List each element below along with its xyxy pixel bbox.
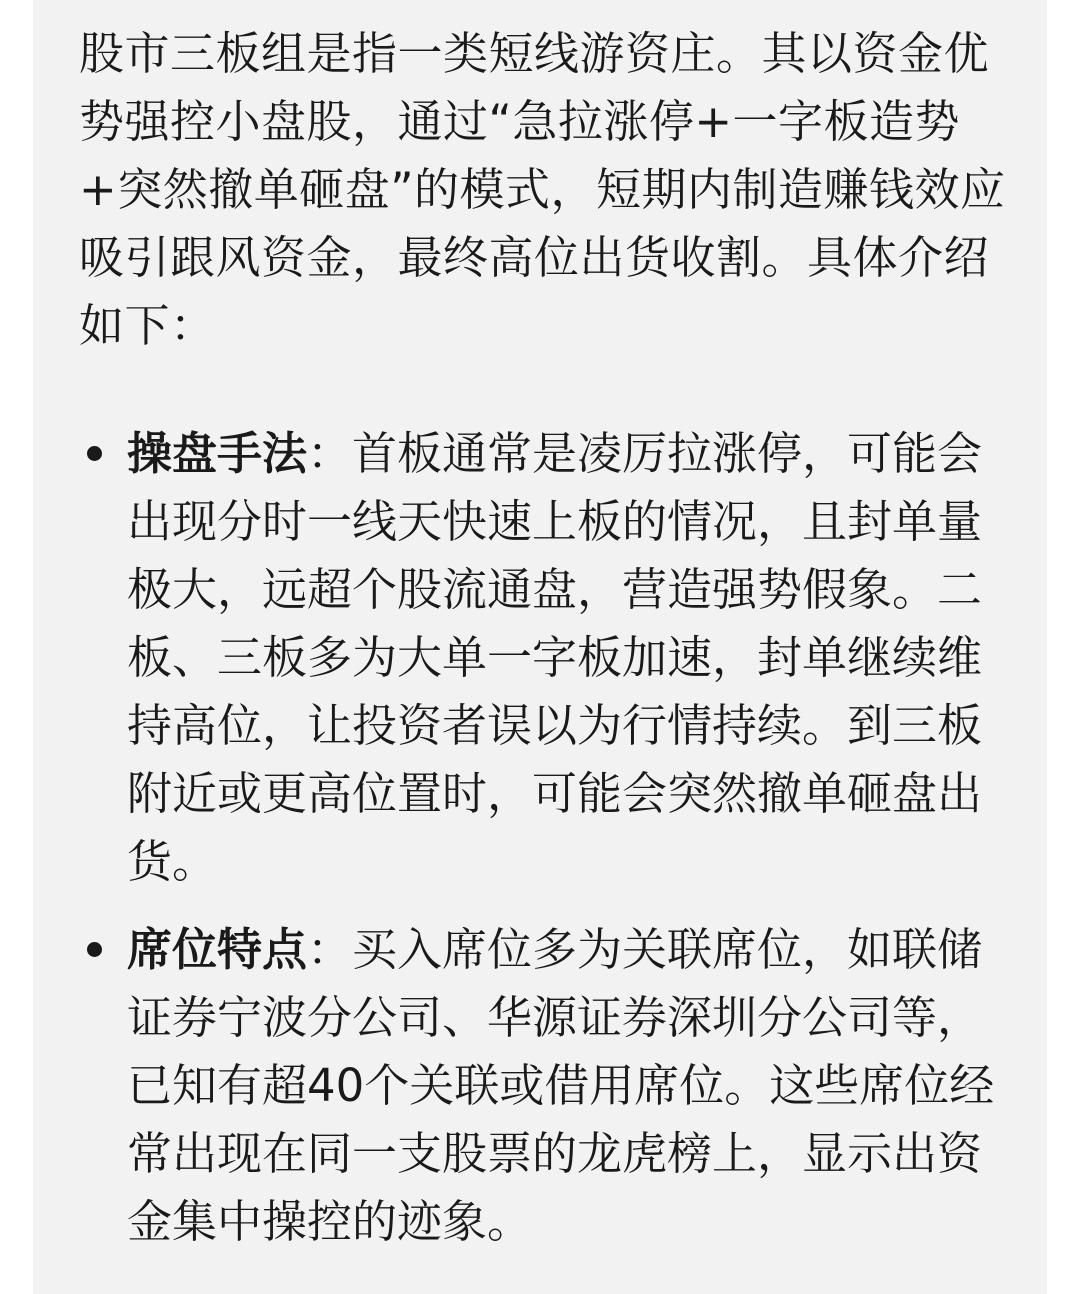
item-term: 席位特点 xyxy=(127,923,308,976)
intro-paragraph: 股市三板组是指一类短线游资庄。其以资金优势强控小盘股，通过“急拉涨停+一字板造势+突然撤单砸盘”的模式，短期内制造赚钱效应吸引跟风资金，最终高位出货收割。具体介绍如下： xyxy=(79,27,1006,352)
item-text: 买入席位多为关联席位，如联储证券宁波分公司、华源证券深圳分公司等，已知有超40个关联或借用席位。这些席位经常出现在同一支股票的龙虎榜上，显示出资金集中操控的迹象。 xyxy=(127,923,995,1248)
item-text: 首板通常是凌厉拉涨停，可能会出现分时一线天快速上板的情况，且封单量极大，远超个股流通盘，营造强势假象。二板、三板多为大单一字板加速，封单继续维持高位，让投资者误以为行情持续。到三板附近或更高位置时，可能会突然撤单砸盘出货。 xyxy=(127,427,983,888)
item-term: 操盘手法 xyxy=(127,427,308,480)
bullet-list xyxy=(79,420,1007,1256)
list-item xyxy=(79,420,1007,896)
bullet-dot-icon xyxy=(87,446,102,461)
item-separator: ： xyxy=(307,427,353,480)
answer-card xyxy=(33,0,1047,1294)
list-item xyxy=(79,916,1007,1256)
bullet-dot-icon xyxy=(87,942,102,957)
item-separator: ： xyxy=(307,923,353,976)
